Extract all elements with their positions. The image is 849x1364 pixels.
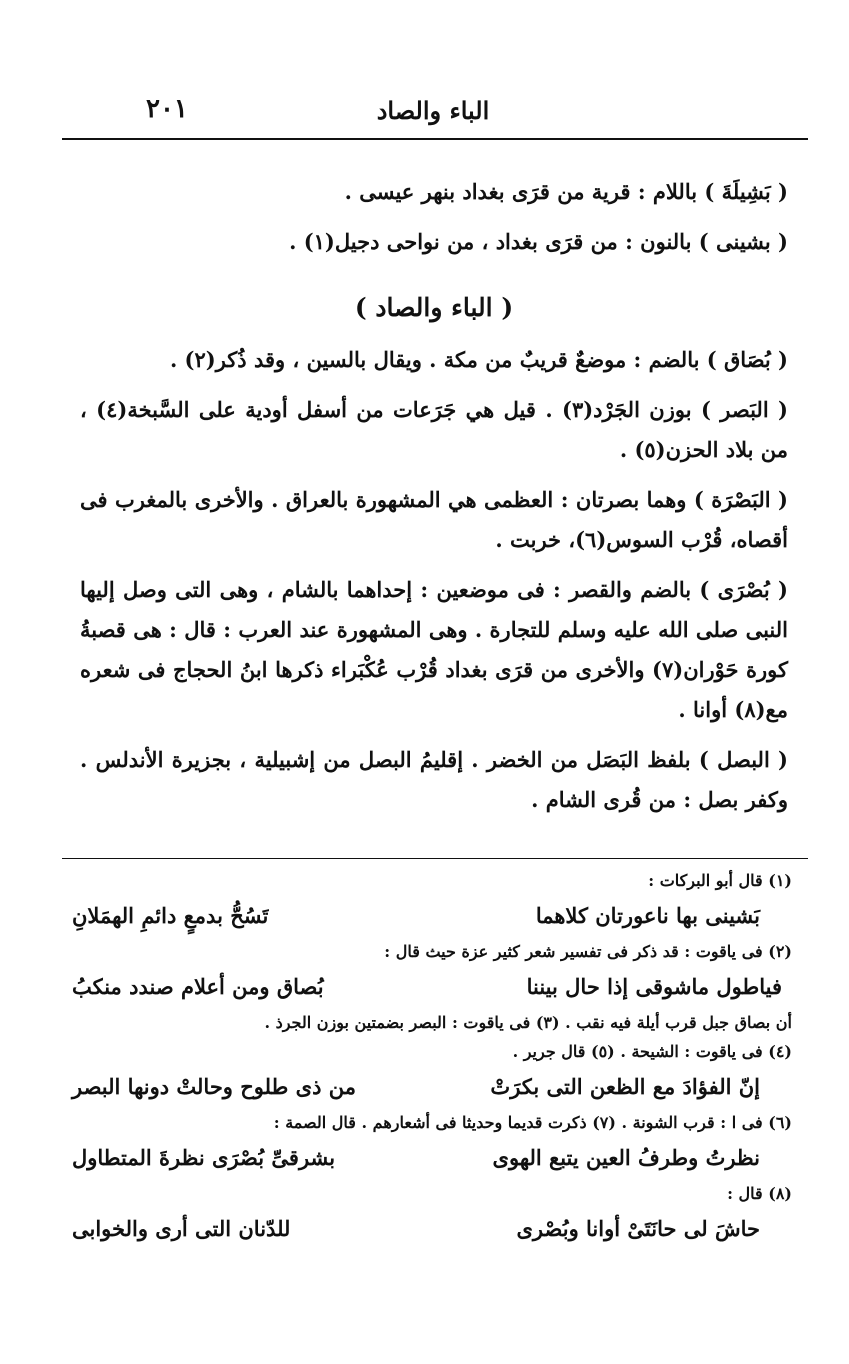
page-number: ٢٠١ [146,94,188,124]
verse-first-hemistich: فياطول ماشوقى إذا حال بيننا [526,974,782,999]
entry-albasar: ( البَصر ) بوزن الجَرْد(٣) . قيل هي جَرَعات من أسفل أودية على السَّبخة(٤) ، من بلاد الحزن(٥) . [80,397,788,462]
page-header [62,92,804,132]
footnote-2-3-line: أن بصاق جبل قرب أيلة فيه نقب . (٣) فى ياقوت : البصر بضمتين بوزن الجرذ . [264,1013,792,1032]
entry-busaq: ( بُصَاق ) بالضم : موضعٌ قريبٌ من مكة . ويقال بالسين ، وقد ذُكر(٢) . [169,347,788,372]
entry-busra: ( بُصْرَى ) بالضم والقصر : فى موضعين : إحداهما بالشام ، وهى التى وصل إليها النبى صلى الله عليه وسلم للتجارة . وهى المشهورة عند العرب : قال : هى قصبةُ كورة حَوْران(٧) والأخرى من قرَى بغداد قُرْب عُكْبَراء ذكرها ابنُ الحجاج فى شعره مع(٨) أوانا . [80,577,789,722]
entry-bashila: ( بَشِيلَةَ ) باللام : قرية من قرَى بغداد بنهر عيسى . [344,179,788,204]
entry-bashini: ( بشينى ) بالنون : من قرَى بغداد ، من نواحى دجيل(١) . [289,229,788,254]
verse-second-hemistich: بُصاق ومن أعلام صندد منكبُ [72,974,324,999]
footnote-1-intro: (١) قال أبو البركات : [648,871,792,890]
verse-first-hemistich: إنّ الفؤادَ مع الظعن التى بكرَتْ [490,1074,760,1099]
footnotes [72,866,792,1250]
verse-first-hemistich: نظرتُ وطرفُ العين يتبع الهوى [492,1145,760,1170]
verse-second-hemistich: من ذى طلوح وحالتْ دونها البصر [72,1074,356,1099]
verse-first-hemistich: حاشَ لى حانَتَىْ أوانا وبُصْرى [516,1216,760,1241]
footnote-1-verse [72,895,792,937]
entry-albasal: ( البصل ) بلفظ البَصَل من الخضر . إقليمُ البصل من إشبيلية ، بجزيرة الأندلس . وكفر بصل : من قُرى الشام . [80,747,788,812]
footnote-8-verse [72,1208,792,1250]
header-rule [62,138,808,140]
footnote-5-verse [72,1066,792,1108]
footnote-7-verse [72,1137,792,1179]
footnote-4-5-line: (٤) فى ياقوت : الشيحة . (٥) قال جرير . [512,1042,792,1061]
main-text [80,172,788,830]
footnote-8-intro: (٨) قال : [727,1184,792,1203]
footnote-rule [62,858,808,859]
footnote-2-verse [72,966,792,1008]
verse-second-hemistich: بشرقىِّ بُصْرَى نظرةَ المتطاول [72,1145,336,1170]
running-title: الباء والصاد [376,96,490,125]
footnote-2-intro: (٢) فى ياقوت : قد ذكر فى تفسير شعر كثير عزة حيث قال : [384,942,792,961]
section-title: ( الباء والصاد ) [354,293,514,322]
entry-albasra: ( البَصْرَة ) وهما بصرتان : العظمى هي المشهورة بالعراق . والأخرى بالمغرب فى أقصاه، قُرْب السوس(٦)، خربت . [80,487,788,552]
verse-second-hemistich: للدّنان التى أرى والخوابى [72,1216,291,1241]
footnote-6-7-line: (٦) فى ا : قرب الشونة . (٧) ذكرت قديما وحديثا فى أشعارهم . قال الصمة : [273,1113,792,1132]
verse-second-hemistich: تَسُحُّ بدمعٍ دائمِ الهمَلانِ [72,903,269,928]
verse-first-hemistich: بَشينى بها ناعورتان كلاهما [535,903,760,928]
